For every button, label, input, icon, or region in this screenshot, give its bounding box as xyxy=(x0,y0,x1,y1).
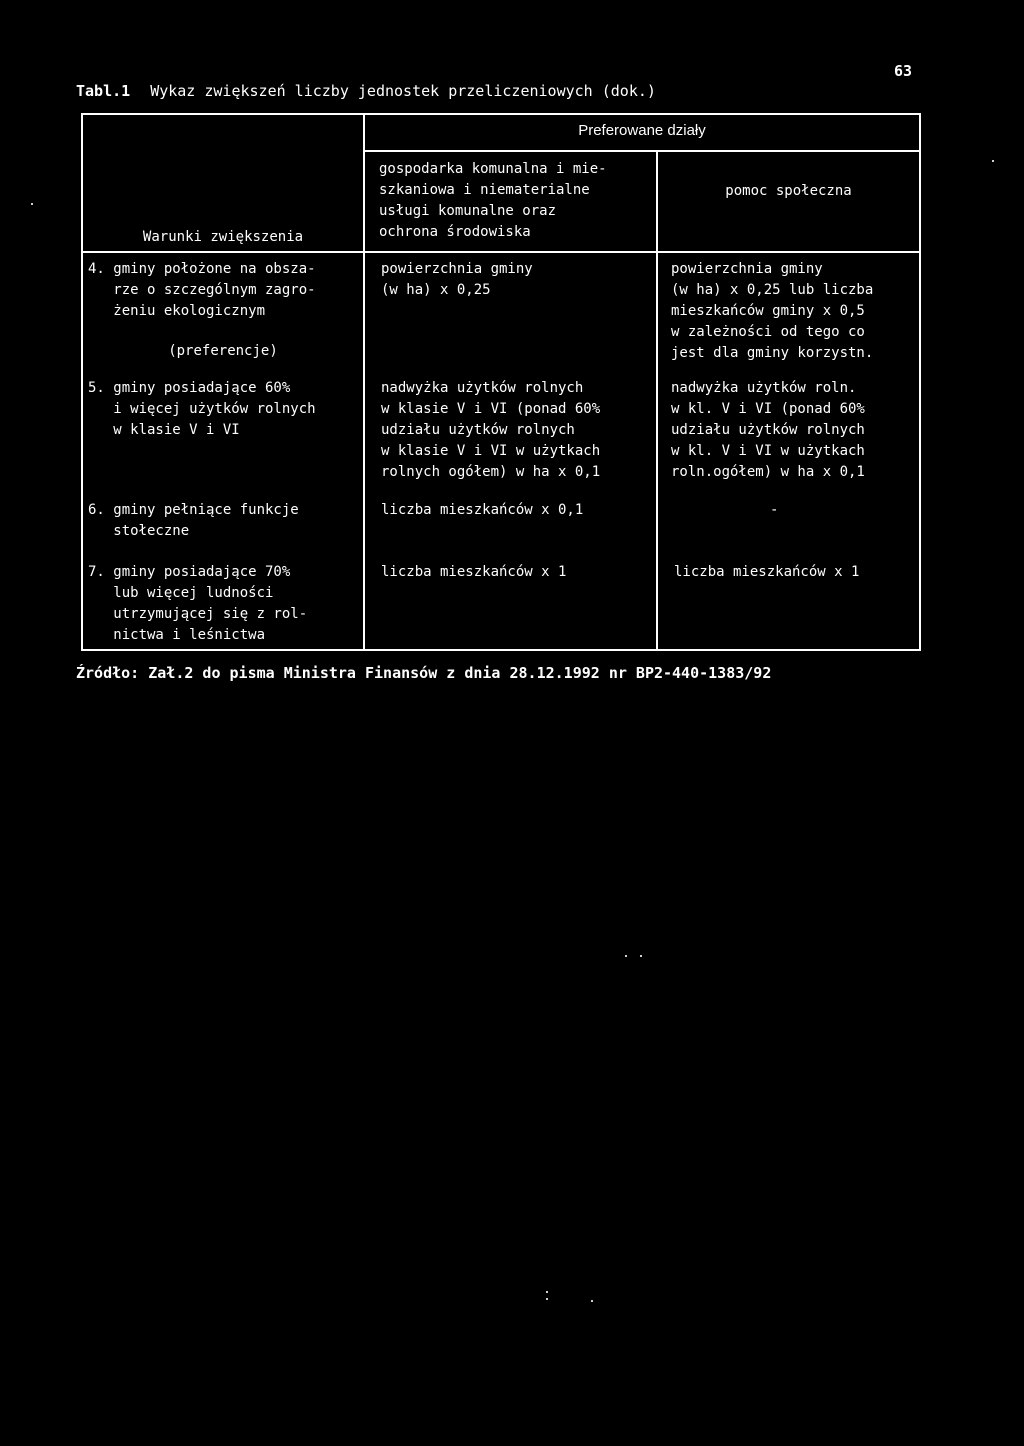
row-6-social: - xyxy=(770,502,779,518)
page-number: 63 xyxy=(894,62,913,80)
row-5-condition: 5. gminy posiadające 60% i więcej użytków rolnych w klasie V i VI xyxy=(88,380,316,438)
header-communal-column: gospodarka komunalna i mie- szkaniowa i niematerialne usługi komunalne oraz ochrona środowiska xyxy=(379,161,607,240)
scan-speck xyxy=(31,203,33,205)
scan-speck xyxy=(591,1300,593,1302)
row-7-social: liczba mieszkańców x 1 xyxy=(674,564,860,580)
scan-speck xyxy=(546,1291,548,1293)
header-subdivider xyxy=(363,150,921,152)
table-bottom-border xyxy=(81,649,921,651)
column-divider-1 xyxy=(363,113,365,651)
row-4-communal: powierzchnia gminy (w ha) x 0,25 xyxy=(381,261,533,298)
scan-speck xyxy=(992,160,994,162)
row-7-condition: 7. gminy posiadające 70% lub więcej ludności utrzymującej się z rol- nictwa i leśnictwa xyxy=(88,564,308,643)
header-conditions-line-1: Warunki zwiększenia xyxy=(142,229,304,245)
table-top-border xyxy=(81,113,921,115)
column-divider-2 xyxy=(656,150,658,651)
row-6-condition: 6. gminy pełniące funkcje stołeczne xyxy=(88,502,299,539)
header-social-column: pomoc społeczna xyxy=(725,183,852,199)
table-title-text: Wykaz zwiększeń liczby jednostek przeliczeniowych (dok.) xyxy=(150,82,656,100)
header-preferred-sections: Preferowane działy xyxy=(578,122,706,139)
source-note: Źródło: Zał.2 do pisma Ministra Finansów z dnia 28.12.1992 nr BP2-440-1383/92 xyxy=(76,664,772,682)
row-7-communal: liczba mieszkańców x 1 xyxy=(381,564,567,580)
table-title xyxy=(76,82,656,100)
row-5-social: nadwyżka użytków roln. w kl. V i VI (ponad 60% udziału użytków rolnych w kl. V i VI w użytkach roln.ogółem) w ha x 0,1 xyxy=(671,380,865,480)
row-6-communal: liczba mieszkańców x 0,1 xyxy=(381,502,584,518)
table-label: Tabl.1 xyxy=(76,82,131,100)
scan-speck xyxy=(546,1298,548,1300)
row-4-condition: 4. gminy położone na obsza- rze o szczególnym zagro- żeniu ekologicznym xyxy=(88,261,316,319)
row-4-social: powierzchnia gminy (w ha) x 0,25 lub liczba mieszkańców gminy x 0,5 w zależności od tego co jest dla gminy korzystn. xyxy=(671,261,874,361)
scan-speck xyxy=(640,955,642,957)
scan-speck xyxy=(625,955,627,957)
table-right-border xyxy=(919,113,921,651)
row-5-communal: nadwyżka użytków rolnych w klasie V i VI (ponad 60% udziału użytków rolnych w klasie V i VI w użytkach rolnych ogółem) w ha x 0,1 xyxy=(381,380,601,480)
header-conditions-line-2: (preferencje) xyxy=(168,343,278,359)
